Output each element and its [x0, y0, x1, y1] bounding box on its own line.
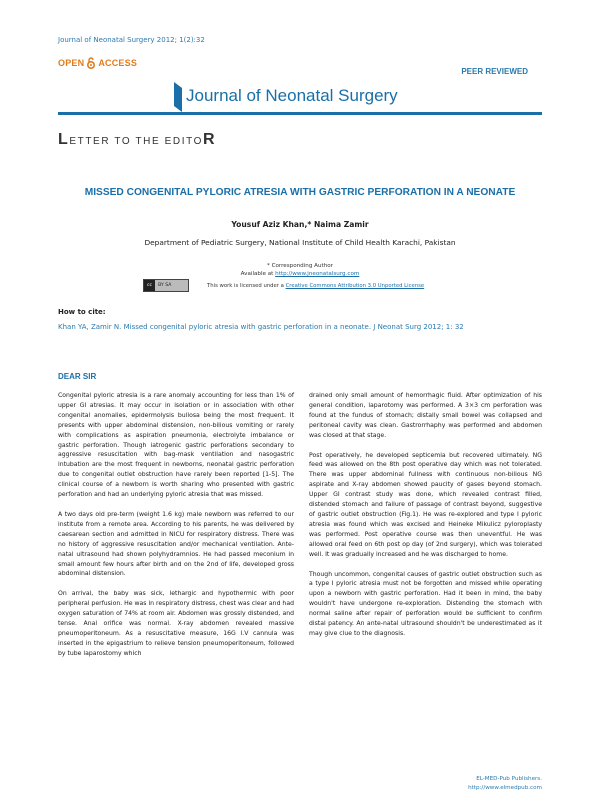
paragraph: drained only small amount of hemorrhagic fluid. After optimization of his general condition, laparotomy was performed. A 3×3 cm perforation was found at the fundus of stomach; distally small bowel was collapsed and peritoneal cavity was clean. Gastrorrhaphy was performed and abdomen was closed at that stage. — [309, 392, 542, 439]
corresponding-author: * Corresponding Author — [267, 263, 333, 269]
license-prefix: This work is licensed under a — [207, 283, 286, 289]
open-lock-icon — [86, 57, 96, 69]
availability-line — [0, 271, 600, 277]
peer-reviewed-label: PEER REVIEWED — [461, 67, 528, 76]
journal-title: Journal of Neonatal Surgery — [186, 86, 398, 105]
section-middle: ETTER TO THE EDITO — [69, 136, 204, 147]
section-heading — [58, 131, 216, 149]
paragraph: Congenital pyloric atresia is a rare anomaly accounting for less than 1% of upper GI atresias. It may occur in isolation or in association with other congenital anomalies, epidermolysis bullosa being the most frequent. It presents with upper abdominal distension, non-bilious vomiting or rarely with complications as aspiration pneumonia, electrolyte imbalance or gastric perforation. Though iatrogenic gastric perforations secondary to aggressive resuscitation with bag-mask ventilation and nasogastric intubation are the most frequent in newborns, neonatal gastric perforation due to congenital outlet obstruction have rarely been reported [1-5]. The clinical course of a newborn is worth sharing who presented with gastric perforation and had an underlying pyloric atresia that was missed. — [58, 392, 294, 499]
paragraph: Though uncommon, congenital causes of gastric outlet obstruction such as a type I pyloric atresia must not be forgotten and missed while operating upon a newborn with gastric perforation. Had it been in mind, the baby wouldn't have undergone re-exploration. Distending the stomach with normal saline after repair of perforation would be sufficient to confirm distal patency. An ante-natal ultrasound shouldn't be underestimated as it may give clue to the diagnosis. — [309, 570, 542, 637]
paragraph: A two days old pre-term (weight 1.6 kg) male newborn was referred to our institute from a remote area. According to his parents, he was delivered by caesarean section and admitted in NICU for respiratory distress. There was no history of aggressive resuscitation and/or mechanical ventilation. Ante-natal ultrasound had shown polyhydramnios. He had passed meconium in small amount few hours after birth and on the 2nd of life, developed gross abdominal distension. — [58, 510, 294, 578]
how-to-cite-text: Khan YA, Zamir N. Missed congenital pyloric atresia with gastric perforation in a neonate. J Neonat Surg 2012; 1: 32 — [58, 323, 464, 331]
article-authors: Yousuf Aziz Khan,* Naima Zamir — [231, 220, 369, 229]
paragraph: Post operatively, he developed septicemia but recovered ultimately. NG feed was allowed on the 8th post operative day which was not tolerated. There was upper abdominal fullness with continuous non-bilious NG aspirate and X-ray abdomen showed paucity of gases beyond stomach. Upper GI contrast study was done, which revealed contrast filled, distended stomach and failure of passage of contrast beyond, suggestive of gastric outlet obstruction (Fig.1). He was re-explored and type I pyloric atresia was found which was excised and Heineke Mikulicz pyloroplasty was performed. Post operative course was then uneventful. He was allowed oral feed on 6th post op day (of 2nd surgery), which was tolerated well. It was gradually increased and he was discharged to home. — [309, 451, 542, 558]
header-rule — [58, 112, 542, 115]
open-access-left: OPEN — [58, 58, 85, 68]
section-first-letter: L — [58, 131, 70, 148]
paragraph: On arrival, the baby was sick, lethargic and hypothermic with poor peripheral perfusion. He was in respiratory distress, chest was clear and had oxygen saturation of 74% at room air. Abdomen was grossly distended, and tense. Anal orifice was normal. X-ray abdomen revealed massive pneumoperitoneum. As a resuscitative measure, 16G I.V cannula was inserted in the epigastrium to relieve tension pneumoperitoneum, followed by tube laparostomy which — [58, 590, 294, 657]
license-line — [207, 283, 424, 289]
cc-icon: cc — [144, 280, 155, 291]
salutation: DEAR SIR — [58, 372, 97, 381]
available-prefix: Available at — [240, 271, 276, 277]
license-link[interactable]: Creative Commons Attribution 3.0 Unported License — [285, 283, 425, 289]
article-affiliation: Department of Pediatric Surgery, National Institute of Child Health Karachi, Pakistan — [144, 238, 456, 247]
section-last-letter: R — [203, 131, 217, 148]
journal-url-link[interactable]: http://www.jneonatalsurg.com — [275, 271, 360, 277]
journal-citation: Journal of Neonatal Surgery 2012; 1(2):32 — [58, 36, 205, 44]
open-access-right: ACCESS — [98, 58, 138, 68]
cc-by-sa-icon: BY SA — [158, 283, 172, 288]
footer-url[interactable]: http://www.elmedpub.com — [468, 785, 542, 791]
cc-license-badge[interactable] — [143, 279, 189, 292]
open-access-logo — [58, 56, 137, 70]
body-column-right — [309, 391, 542, 649]
article-title: MISSED CONGENITAL PYLORIC ATRESIA WITH GASTRIC PERFORATION IN A NEONATE — [84, 187, 516, 198]
journal-logo-icon — [174, 82, 182, 112]
footer-publisher: EL-MED-Pub Publishers. — [476, 776, 542, 782]
how-to-cite-label: How to cite: — [58, 308, 106, 316]
body-column-left — [58, 391, 294, 669]
